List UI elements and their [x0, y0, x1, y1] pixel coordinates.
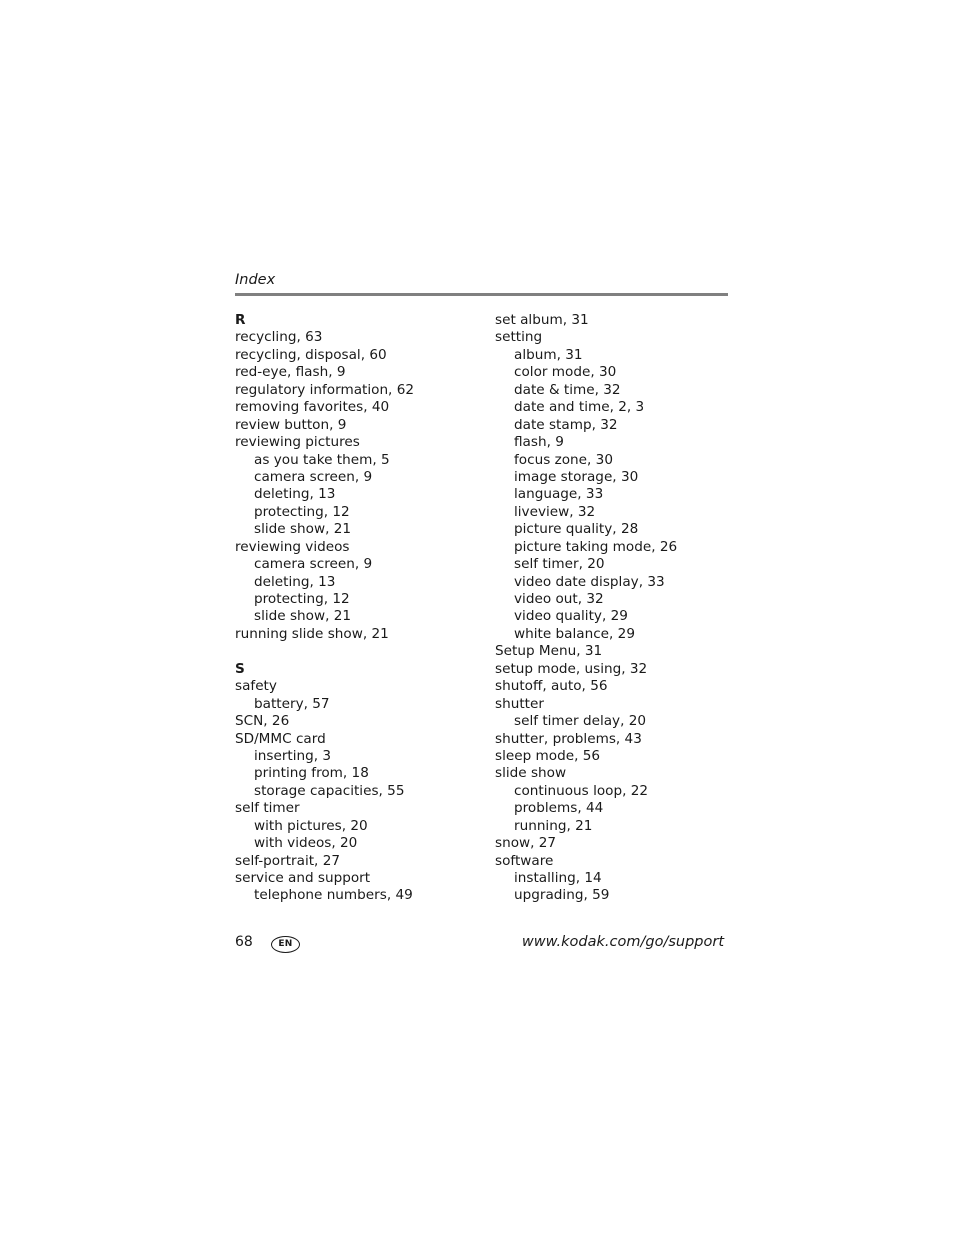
index-subentry: color mode, 30 [514, 364, 617, 381]
index-subentry: battery, 57 [254, 695, 330, 712]
running-head: Index [235, 272, 276, 288]
index-letter-heading: S [235, 660, 245, 677]
index-subentry: installing, 14 [514, 870, 602, 886]
index-subentry: slide show, 21 [254, 521, 352, 538]
index-subentry: with videos, 20 [254, 835, 358, 852]
index-subentry: protecting, 12 [254, 503, 350, 520]
index-entry: Setup Menu, 31 [495, 643, 603, 660]
index-entry: recycling, disposal, 60 [235, 346, 387, 363]
index-subentry: printing from, 18 [254, 765, 369, 782]
index-subentry: problems, 44 [514, 800, 604, 817]
index-subentry: self timer, 20 [514, 556, 605, 573]
index-subentry: camera screen, 9 [254, 468, 373, 485]
index-subentry: slide show, 21 [254, 608, 352, 625]
index-entry: review button, 9 [235, 416, 347, 433]
index-entry: reviewing pictures [235, 434, 360, 451]
index-subentry: camera screen, 9 [254, 556, 373, 573]
index-subentry: deleting, 13 [254, 573, 336, 590]
index-subentry: language, 33 [514, 486, 604, 503]
index-entry: shutoff, auto, 56 [495, 678, 608, 695]
support-url: www.kodak.com/go/support [521, 934, 724, 950]
index-subentry: video out, 32 [514, 591, 604, 607]
index-entry: SD/MMC card [235, 730, 326, 747]
index-entry: running slide show, 21 [235, 625, 389, 642]
index-entry: snow, 27 [495, 835, 557, 852]
index-subentry: album, 31 [514, 346, 583, 363]
index-subentry: picture quality, 28 [514, 521, 639, 538]
index-entry: sleep mode, 56 [495, 747, 601, 764]
index-entry: recycling, 63 [235, 329, 323, 346]
index-entry: shutter [495, 695, 544, 712]
index-column-right [495, 312, 677, 905]
index-subentry: video quality, 29 [514, 608, 628, 625]
index-subentry: telephone numbers, 49 [254, 887, 413, 904]
index-subentry: protecting, 12 [254, 591, 350, 607]
index-entry: self-portrait, 27 [235, 852, 340, 869]
index-subentry: focus zone, 30 [514, 451, 613, 468]
section-spacer [235, 643, 414, 660]
index-subentry: liveview, 32 [514, 503, 596, 520]
index-column-left [235, 312, 414, 905]
index-subentry: deleting, 13 [254, 486, 336, 503]
language-badge-icon: EN [271, 936, 300, 953]
page-number: 68 [235, 934, 253, 950]
index-subentry: self timer delay, 20 [514, 713, 647, 730]
index-subentry: storage capacities, 55 [254, 782, 405, 799]
index-subentry: video date display, 33 [514, 573, 665, 590]
index-entry: service and support [235, 870, 371, 886]
index-subentry: white balance, 29 [514, 625, 635, 642]
index-entry: regulatory information, 62 [235, 381, 415, 398]
index-entry: removing favorites, 40 [235, 399, 390, 416]
index-subentry: running, 21 [514, 817, 593, 834]
header-rule [235, 293, 728, 296]
index-entry: red-eye, flash, 9 [235, 364, 346, 381]
index-subentry: upgrading, 59 [514, 887, 610, 904]
index-letter-heading: R [235, 312, 246, 328]
index-subentry: picture taking mode, 26 [514, 538, 678, 555]
index-subentry: date stamp, 32 [514, 416, 618, 433]
index-entry: SCN, 26 [235, 713, 290, 730]
index-entry: set album, 31 [495, 312, 589, 328]
index-entry: software [495, 852, 554, 869]
index-entry: setup mode, using, 32 [495, 660, 648, 677]
index-subentry: date & time, 32 [514, 381, 621, 398]
index-entry: safety [235, 678, 277, 695]
index-entry: reviewing videos [235, 538, 350, 555]
index-subentry: inserting, 3 [254, 747, 332, 764]
index-subentry: as you take them, 5 [254, 451, 390, 468]
index-subentry: date and time, 2, 3 [514, 399, 645, 416]
index-subentry: flash, 9 [514, 434, 564, 451]
index-subentry: with pictures, 20 [254, 817, 368, 834]
index-subentry: image storage, 30 [514, 468, 639, 485]
index-entry: setting [495, 329, 543, 346]
index-subentry: continuous loop, 22 [514, 782, 649, 799]
index-entry: shutter, problems, 43 [495, 730, 642, 747]
index-entry: slide show [495, 765, 567, 782]
index-entry: self timer [235, 800, 300, 817]
